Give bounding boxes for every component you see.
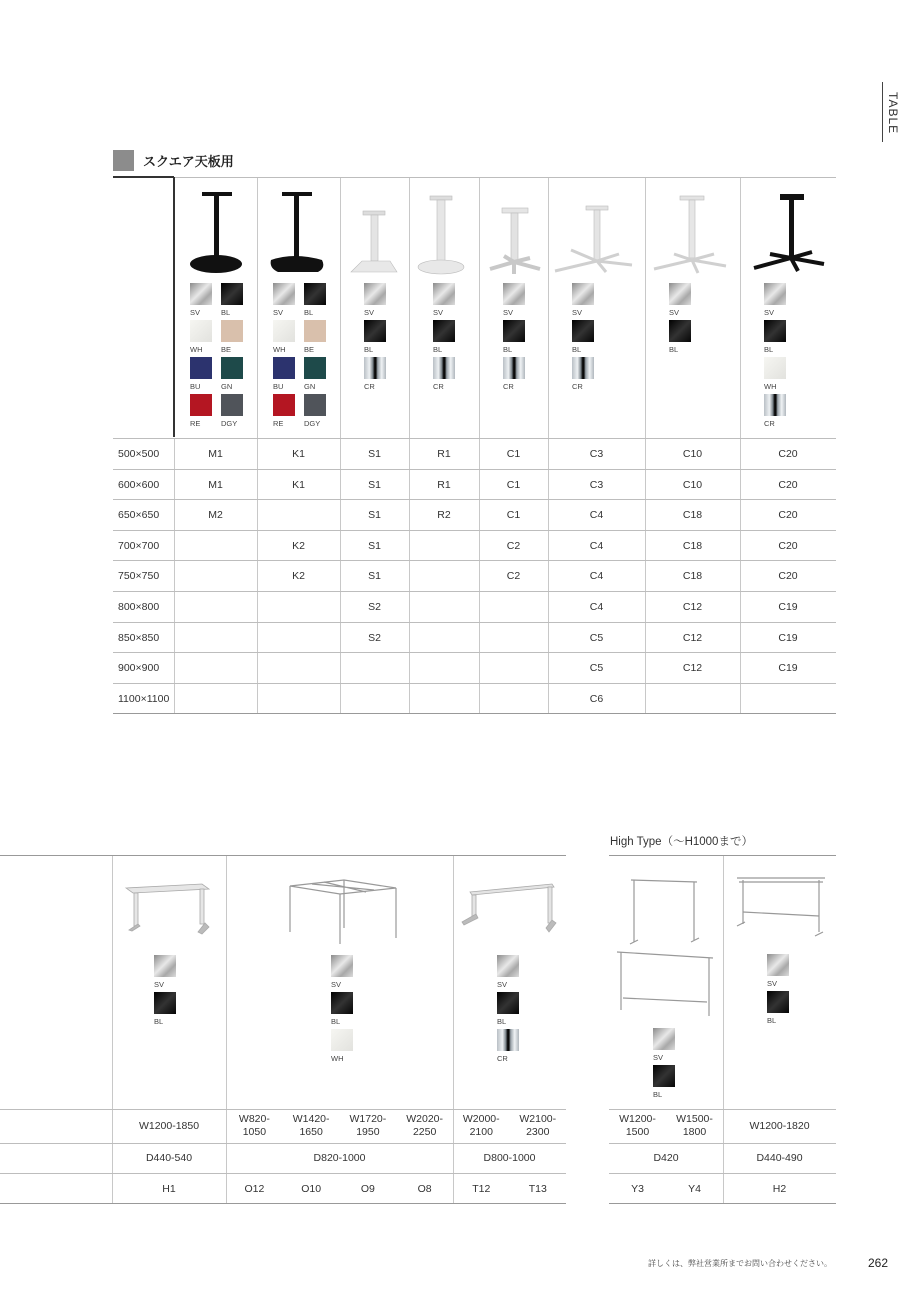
width-range: W2100-2300 [519, 1113, 557, 1138]
table-cell: C12 [682, 662, 703, 674]
column-divider [226, 856, 227, 1203]
swatch-bl [572, 320, 594, 342]
table-cell: S1 [368, 540, 381, 552]
base-k-illustration [271, 192, 324, 272]
column-divider [723, 856, 724, 1203]
table-bottom-rule [609, 1203, 836, 1204]
model-code: Y3 [631, 1183, 644, 1195]
swatch-bl [433, 320, 455, 342]
lower-left-base-illustrations [112, 870, 566, 955]
row-rule [113, 622, 836, 623]
swatch-label-sv: SV [572, 308, 583, 317]
swatch-label-sv: SV [503, 308, 514, 317]
table-cell: C4 [589, 601, 604, 613]
model-code: O8 [417, 1183, 432, 1195]
base-c3-illustration [555, 206, 632, 272]
depth-range: D420 [653, 1152, 679, 1164]
base-o-illustration [290, 880, 396, 944]
depth-range: D820-1000 [313, 1152, 366, 1164]
width-range: W1720-1950 [349, 1113, 387, 1138]
swatch-bl [304, 283, 326, 305]
base-m-illustration [190, 192, 242, 273]
swatch-bl [221, 283, 243, 305]
swatch-label-dgy: DGY [221, 419, 238, 428]
size-label: 800×800 [118, 601, 160, 613]
swatch-label-bl: BL [154, 1017, 164, 1026]
depth-range: D440-540 [145, 1152, 193, 1164]
table-cell: C6 [589, 693, 604, 705]
table-bottom-rule [113, 713, 836, 714]
swatch-sv [669, 283, 691, 305]
swatch-be [304, 320, 326, 342]
swatch-label-sv: SV [154, 980, 165, 989]
table-cell: S2 [368, 601, 381, 613]
row-rule [113, 560, 836, 561]
base-c20-illustration [754, 194, 824, 271]
table-cell: R1 [437, 448, 451, 460]
swatch-label-be: BE [221, 345, 232, 354]
high-type-title: High Type（〜H1000まで） [610, 836, 753, 848]
table-cell: C20 [778, 448, 798, 460]
swatch-label-re: RE [190, 419, 201, 428]
row-rule [609, 1173, 836, 1174]
swatch-sv [331, 955, 353, 977]
table-cell: S1 [368, 509, 381, 521]
model-code: O10 [301, 1183, 322, 1195]
swatch-label-sv: SV [767, 979, 778, 988]
size-label: 1100×1100 [118, 693, 170, 705]
row-rule [113, 652, 836, 653]
swatch-bl [669, 320, 691, 342]
swatch-label-cr: CR [433, 382, 444, 391]
table-cell: C4 [589, 509, 604, 521]
table-cell: C10 [682, 448, 703, 460]
table-cell: M1 [208, 448, 223, 460]
table-cell: C4 [589, 540, 604, 552]
swatch-sv [503, 283, 525, 305]
swatch-wh [764, 357, 786, 379]
lower-left-top-rule [0, 855, 566, 856]
table-cell: C1 [506, 479, 521, 491]
column-divider [257, 178, 258, 713]
table-cell: C20 [778, 479, 798, 491]
swatch-bl [497, 992, 519, 1014]
row-rule [113, 438, 836, 439]
table-cell: C3 [589, 479, 604, 491]
table-top-rule-dark [113, 176, 174, 178]
table-cell: S1 [368, 448, 381, 460]
swatch-dgy [304, 394, 326, 416]
swatch-wh [331, 1029, 353, 1051]
swatch-label-bl: BL [669, 345, 679, 354]
swatch-label-wh: WH [190, 345, 203, 354]
swatch-label-bl: BL [503, 345, 513, 354]
swatch-sv [653, 1028, 675, 1050]
table-cell: K2 [292, 540, 305, 552]
base-c1-illustration [490, 208, 540, 274]
row-rule [0, 1143, 566, 1144]
column-divider [112, 856, 113, 1203]
width-range: W1500-1800 [676, 1113, 713, 1138]
table-cell: S1 [368, 570, 381, 582]
swatch-label-cr: CR [497, 1054, 508, 1063]
swatch-gn [221, 357, 243, 379]
swatch-wh [273, 320, 295, 342]
table-cell: C1 [506, 509, 521, 521]
swatch-label-bl: BL [767, 1016, 777, 1025]
swatch-label-bu: BU [273, 382, 284, 391]
swatch-bu [273, 357, 295, 379]
swatch-label-bl: BL [497, 1017, 507, 1026]
swatch-bl [503, 320, 525, 342]
swatch-label-bl: BL [221, 308, 231, 317]
swatch-be [221, 320, 243, 342]
table-cell: C3 [589, 448, 604, 460]
swatch-bl [331, 992, 353, 1014]
size-label: 850×850 [118, 632, 160, 644]
model-code: H2 [772, 1183, 787, 1195]
swatch-re [190, 394, 212, 416]
swatch-cr [503, 357, 525, 379]
table-cell: C19 [778, 632, 798, 644]
swatch-label-gn: GN [221, 382, 233, 391]
table-top-rule [174, 177, 836, 178]
size-label: 750×750 [118, 570, 160, 582]
column-divider [479, 178, 480, 713]
swatch-sv [273, 283, 295, 305]
base-r-illustration [418, 196, 464, 274]
table-cell: R2 [437, 509, 451, 521]
row-rule [113, 683, 836, 684]
table-cell: C18 [682, 570, 703, 582]
table-cell: C4 [589, 570, 604, 582]
swatch-label-bu: BU [190, 382, 201, 391]
page-number: 262 [868, 1256, 889, 1270]
base-t-illustration [462, 884, 556, 932]
table-cell: R1 [437, 479, 451, 491]
row-rule [0, 1109, 566, 1110]
model-code: Y4 [688, 1183, 701, 1195]
depth-range: D800-1000 [483, 1152, 536, 1164]
swatch-sv [767, 954, 789, 976]
table-base-illustrations [174, 180, 836, 280]
swatch-sv [433, 283, 455, 305]
column-divider [409, 178, 410, 713]
table-cell: C20 [778, 540, 798, 552]
swatch-gn [304, 357, 326, 379]
swatch-label-bl: BL [653, 1090, 663, 1099]
swatch-label-be: BE [304, 345, 315, 354]
width-range: W1200-1850 [138, 1120, 200, 1132]
swatch-label-sv: SV [669, 308, 680, 317]
swatch-label-re: RE [273, 419, 284, 428]
swatch-cr [433, 357, 455, 379]
swatch-sv [364, 283, 386, 305]
size-label: 500×500 [118, 448, 160, 460]
swatch-sv [497, 955, 519, 977]
table-cell: C18 [682, 509, 703, 521]
swatch-label-bl: BL [364, 345, 374, 354]
table-cell: K1 [292, 479, 305, 491]
size-label: 900×900 [118, 662, 160, 674]
base-h2-illustration [737, 878, 825, 936]
size-label: 650×650 [118, 509, 160, 521]
swatch-bl [653, 1065, 675, 1087]
side-tab-rule [882, 82, 883, 142]
model-code: O12 [244, 1183, 265, 1195]
swatch-cr [364, 357, 386, 379]
table-bottom-rule [0, 1203, 566, 1204]
table-cell: S2 [368, 632, 381, 644]
swatch-label-sv: SV [273, 308, 284, 317]
model-code: H1 [162, 1183, 176, 1195]
table-cell: C18 [682, 540, 703, 552]
table-cell: C19 [778, 601, 798, 613]
base-y-illustration [617, 880, 713, 1016]
size-label: 700×700 [118, 540, 160, 552]
size-label: 600×600 [118, 479, 160, 491]
swatch-dgy [221, 394, 243, 416]
swatch-label-bl: BL [304, 308, 314, 317]
width-range: W2000-2100 [462, 1113, 500, 1138]
row-rule [609, 1109, 836, 1110]
model-code: T12 [472, 1183, 491, 1195]
table-cell: M2 [208, 509, 223, 521]
swatch-label-sv: SV [653, 1053, 664, 1062]
swatch-cr [497, 1029, 519, 1051]
swatch-bu [190, 357, 212, 379]
table-cell: C2 [506, 570, 521, 582]
row-rule [113, 469, 836, 470]
width-range: W2020-2250 [406, 1113, 443, 1138]
swatch-label-sv: SV [364, 308, 375, 317]
swatch-label-wh: WH [764, 382, 777, 391]
swatch-sv [572, 283, 594, 305]
swatch-label-cr: CR [503, 382, 514, 391]
swatch-label-bl: BL [433, 345, 443, 354]
column-divider [453, 856, 454, 1203]
row-rule [113, 530, 836, 531]
swatch-label-gn: GN [304, 382, 316, 391]
side-tab-label: TABLE [886, 92, 900, 135]
swatch-re [273, 394, 295, 416]
swatch-label-sv: SV [433, 308, 444, 317]
width-range: W820-1050 [238, 1113, 270, 1138]
swatch-label-dgy: DGY [304, 419, 321, 428]
swatch-label-sv: SV [331, 980, 342, 989]
model-code: O9 [360, 1183, 375, 1195]
footer-note: 詳しくは、弊社営業所までお問い合わせください。 [648, 1259, 832, 1268]
swatch-wh [190, 320, 212, 342]
swatch-label-wh: WH [331, 1054, 344, 1063]
width-range: W1200-1500 [619, 1113, 656, 1138]
swatch-sv [764, 283, 786, 305]
row-rule [113, 499, 836, 500]
table-cell: C1 [506, 448, 521, 460]
depth-range: D440-490 [756, 1152, 803, 1164]
table-cell: C10 [682, 479, 703, 491]
table-cell: M1 [208, 479, 223, 491]
table-cell: C5 [589, 662, 604, 674]
swatch-label-cr: CR [764, 419, 775, 428]
base-c10-illustration [654, 196, 726, 273]
row-rule [0, 1173, 566, 1174]
table-cell: C2 [506, 540, 521, 552]
section-marker [113, 150, 134, 171]
width-range: W1420-1650 [292, 1113, 330, 1138]
swatch-bl [767, 991, 789, 1013]
swatch-label-cr: CR [364, 382, 375, 391]
row-rule [113, 591, 836, 592]
table-cell: C12 [682, 632, 703, 644]
swatch-cr [572, 357, 594, 379]
swatch-cr [764, 394, 786, 416]
width-range: W1200-1820 [749, 1120, 810, 1132]
swatch-label-bl: BL [572, 345, 582, 354]
swatch-label-bl: BL [331, 1017, 341, 1026]
swatch-sv [154, 955, 176, 977]
table-cell: C5 [589, 632, 604, 644]
swatch-bl [364, 320, 386, 342]
swatch-label-cr: CR [572, 382, 583, 391]
swatch-label-sv: SV [190, 308, 201, 317]
section-title: スクエア天板用 [143, 155, 234, 170]
swatch-label-bl: BL [764, 345, 774, 354]
table-cell: C20 [778, 570, 798, 582]
table-cell: C19 [778, 662, 798, 674]
table-cell: C20 [778, 509, 798, 521]
swatch-sv [190, 283, 212, 305]
row-rule [609, 1143, 836, 1144]
model-code: T13 [528, 1183, 547, 1195]
base-h1-illustration [126, 884, 209, 934]
table-cell: C12 [682, 601, 703, 613]
swatch-label-sv: SV [764, 308, 775, 317]
swatch-label-wh: WH [273, 345, 286, 354]
swatch-label-sv: SV [497, 980, 508, 989]
swatch-bl [154, 992, 176, 1014]
swatch-bl [764, 320, 786, 342]
base-s-illustration [351, 211, 397, 272]
table-cell: K1 [292, 448, 305, 460]
table-cell: K2 [292, 570, 305, 582]
table-cell: S1 [368, 479, 381, 491]
